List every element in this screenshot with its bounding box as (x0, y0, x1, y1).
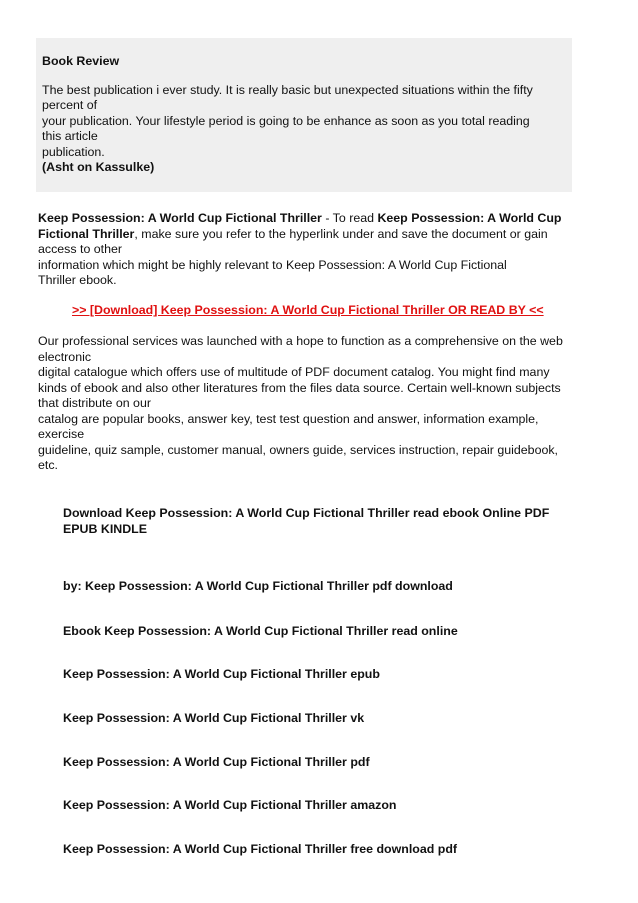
review-title: Book Review (42, 54, 120, 68)
download-link[interactable]: >> [Download] Keep Possession: A World Cup Fictional Thriller OR READ BY << (72, 303, 544, 317)
link-item-pdf-download[interactable]: by: Keep Possession: A World Cup Fictional Thriller pdf download (63, 579, 453, 593)
book-title-bold: Keep Possession: A World Cup (377, 211, 562, 225)
services-line: Our professional services was launched with a hope to function as a comprehensive on the web (38, 334, 563, 348)
services-line: etc. (38, 458, 58, 472)
intro-text: - To read (321, 211, 378, 225)
book-review-box (36, 38, 572, 192)
services-line: kinds of ebook and also other literatures from the files data source. Certain well-known subjects (38, 380, 561, 395)
services-line: that distribute on our (38, 396, 151, 410)
link-item-download[interactable]: Download Keep Possession: A World Cup Fictional Thriller read ebook Online PDF (63, 506, 550, 520)
intro-line (38, 211, 598, 227)
link-item-epub[interactable]: Keep Possession: A World Cup Fictional Thriller epub (63, 667, 380, 681)
link-item-amazon[interactable]: Keep Possession: A World Cup Fictional Thriller amazon (63, 798, 397, 812)
link-item-free-download[interactable]: Keep Possession: A World Cup Fictional Thriller free download pdf (63, 842, 458, 856)
services-line: electronic (38, 349, 92, 364)
link-item-pdf[interactable]: Keep Possession: A World Cup Fictional Thriller pdf (63, 755, 370, 769)
review-body (42, 83, 566, 176)
review-line: The best publication i ever study. It is really basic but unexpected situations within the fifty (42, 82, 533, 97)
review-author: (Asht on Kassulke) (42, 160, 155, 174)
book-title-bold: Fictional Thriller (38, 226, 135, 241)
intro-line: access to other (38, 242, 123, 256)
review-line: this article (42, 129, 98, 143)
intro-paragraph (38, 211, 598, 289)
services-line: guideline, quiz sample, customer manual, owners guide, services instruction, repair guidebook, (38, 442, 558, 457)
book-title: Keep Possession: A World Cup Fictional Thriller (38, 211, 322, 225)
intro-line: information which might be highly relevant to Keep Possession: A World Cup Fictional (38, 257, 507, 272)
review-line: percent of (42, 98, 98, 112)
intro-line (38, 227, 598, 243)
services-paragraph (38, 334, 598, 474)
review-line: publication. (42, 144, 105, 159)
services-line: exercise (38, 427, 85, 441)
intro-text: , make sure you refer to the hyperlink under and save the document or gain (134, 226, 548, 241)
link-item-read-online[interactable]: Ebook Keep Possession: A World Cup Fictional Thriller read online (63, 624, 458, 638)
review-line: your publication. Your lifestyle period is going to be enhance as soon as you total reading (42, 113, 530, 128)
intro-line: Thriller ebook. (38, 273, 117, 287)
services-line: catalog are popular books, answer key, test test question and answer, information example, (38, 411, 539, 426)
link-item-vk[interactable]: Keep Possession: A World Cup Fictional Thriller vk (63, 711, 365, 725)
link-item-download-cont[interactable]: EPUB KINDLE (63, 522, 147, 536)
services-line: digital catalogue which offers use of multitude of PDF document catalog. You might find many (38, 365, 550, 379)
